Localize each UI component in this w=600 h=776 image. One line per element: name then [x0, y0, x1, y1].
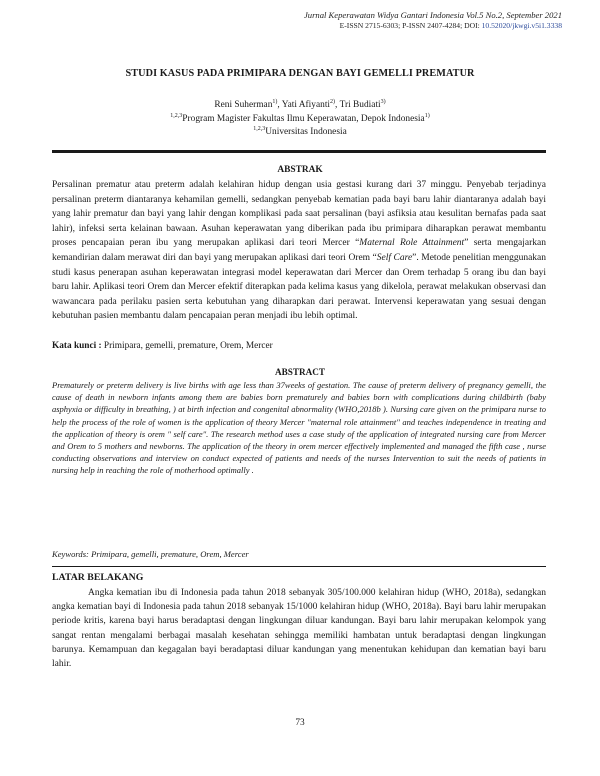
journal-title: Jurnal Keperawatan Widya Gantari Indonesia Vol.5 No.2, September 2021 — [303, 10, 562, 20]
affiliation-text: Universitas Indonesia — [265, 127, 347, 137]
author-name: Reni Suherman — [214, 100, 273, 110]
author-name: Yati Afiyanti — [281, 100, 331, 110]
journal-issn-doi — [142, 21, 562, 31]
affiliation-text: Program Magister Fakultas Ilmu Keperawatan, Depok Indonesia — [182, 114, 425, 124]
abstrak-italic: Maternal Role Attainment — [359, 238, 465, 249]
keywords-label: Kata kunci : — [52, 341, 102, 351]
keywords — [52, 341, 546, 351]
affiliation — [0, 113, 600, 126]
paper-title: STUDI KASUS PADA PRIMIPARA DENGAN BAYI GEMELLI PREMATUR — [125, 68, 475, 79]
abstrak-italic: Self Care — [376, 252, 413, 263]
author-list — [0, 99, 600, 112]
keywords-value: Primipara, gemelli, premature, Orem, Mercer — [101, 341, 273, 351]
section-heading: LATAR BELAKANG — [52, 572, 144, 583]
author-name: Tri Budiati — [339, 100, 381, 110]
abstrak-body — [52, 178, 546, 324]
section-body: Angka kematian ibu di Indonesia pada tahun 2018 sebanyak 305/100.000 kelahiran hidup (WHO, 2018a), sedangkan angka kematian bayi di Indonesia pada tahun 2018 sebanyak 15/1000 kelahiran hidup (WHO, 2018a). Bayi baru lahir merupakan periode kritis, karena bayi harus beradaptasi dengan lingkungan diluar kandungan. Bayi baru lahir merupakan kelompok yang sangat rentan mengalami berbagai masalah kesehatan sehingga memiliki hambatan untuk beradaptasi dengan lingkungan barunya. Kemampuan dan kegagalan bayi beradaptasi diluar kandungan yang menentukan kehidupan dan kematian bayi baru lahir. — [52, 588, 546, 670]
abstrak-heading: ABSTRAK — [277, 165, 323, 175]
affiliation-sup: 1,2,3 — [253, 125, 266, 132]
author-sup: 2) — [330, 98, 336, 105]
section-divider — [52, 566, 546, 567]
page-number: 73 — [295, 718, 305, 728]
abstract-heading: ABSTRACT — [274, 367, 326, 377]
abstract-body: Prematurely or preterm delivery is live births with age less than 37weeks of gestation. The cause of preterm delivery of pregnancy gemelli, the cause of death in newborn infants among them are babies born prematurely and babies born with complications during childbirth (baby asphyxia or difficulty in breathing, ) at birth infection and congenital abnormality (WHO,2018b ). Nursing care given on the primipara nurse to help the process of the role of women is the application of theory Mercer "maternal role attainment" and teaches independence in treating and the application of theory is orem " self care". The research method uses a case study of the application of integrated nursing care from Mercer and Orem to 5 mothers and newborns. The application of the theory in orem mercer effectively implemented and managed the fifth case , nurse conducting observations and interview on conduct expected of patients and needs of the nurses Intervention to suit the needs of patients in nursing help in reaching the role of motherhood optimally . — [52, 380, 546, 476]
affiliation-sup-end: 1) — [424, 112, 430, 119]
doi-link[interactable]: 10.52020/jkwgi.v5i1.3338 — [481, 21, 562, 30]
author-sep: , — [277, 100, 282, 110]
author-sup: 3) — [380, 98, 386, 105]
issn-text: E-ISSN 2715-6303; P-ISSN 2407-4284; DOI: — [339, 21, 480, 30]
header-divider — [52, 150, 546, 153]
journal-header — [142, 10, 562, 31]
author-sep: , — [335, 100, 340, 110]
abstrak-text: Persalinan prematur atau preterm adalah kelahiran hidup dengan usia gestasi kurang dari 37 minggu. Penyebab terjadinya persalinan preterm diantaranya kehamilan gemelli, sedangkan penyebab kematian pada bayi baru lahir diantaranya adalah bayi yang lahir prematur dan bayi yang lahir dengan komplikasi pada saat persalinan (bayi asfiksia atau kesulitan bernafas pada saat lahir), infeksi serta kelainan bawaan. Asuhan keperawatan yang diberikan pada ibu primipara diharapkan perawat membantu proses pencapaian peran ibu yang merupakan aplikasi dari teori Mercer “ — [52, 180, 546, 249]
abstrak-text: ”. Metode penelitian menggunakan studi kasus penerapan asuhan keperawatan integrasi model keperawatan dari Mercer dan Orem terhadap 5 orang ibu dan bayi baru lahir. Aplikasi teori Orem dan Mercer efektif diterapkan pada kelima kasus yang dikelola, perawat melakukan observasi dan wawancara pada perilaku pasien serta kebutuhan yang diharapkan dari perawat. Intervensi keperawatan yang sesuai dengan kebutuhan pasien membantu dalam pencapaian peran menjadi ibu lebih optimal. — [52, 252, 546, 322]
author-sup: 1) — [272, 98, 278, 105]
affiliation-sup: 1,2,3 — [170, 112, 183, 119]
abstrak-text: ” serta mengajarkan kemandirian dalam merawat diri dan bayi yang merupakan aplikasi dari teori Orem “ — [52, 238, 546, 263]
affiliation — [0, 126, 600, 139]
keywords-en: Keywords: Primipara, gemelli, premature, Orem, Mercer — [52, 549, 249, 559]
